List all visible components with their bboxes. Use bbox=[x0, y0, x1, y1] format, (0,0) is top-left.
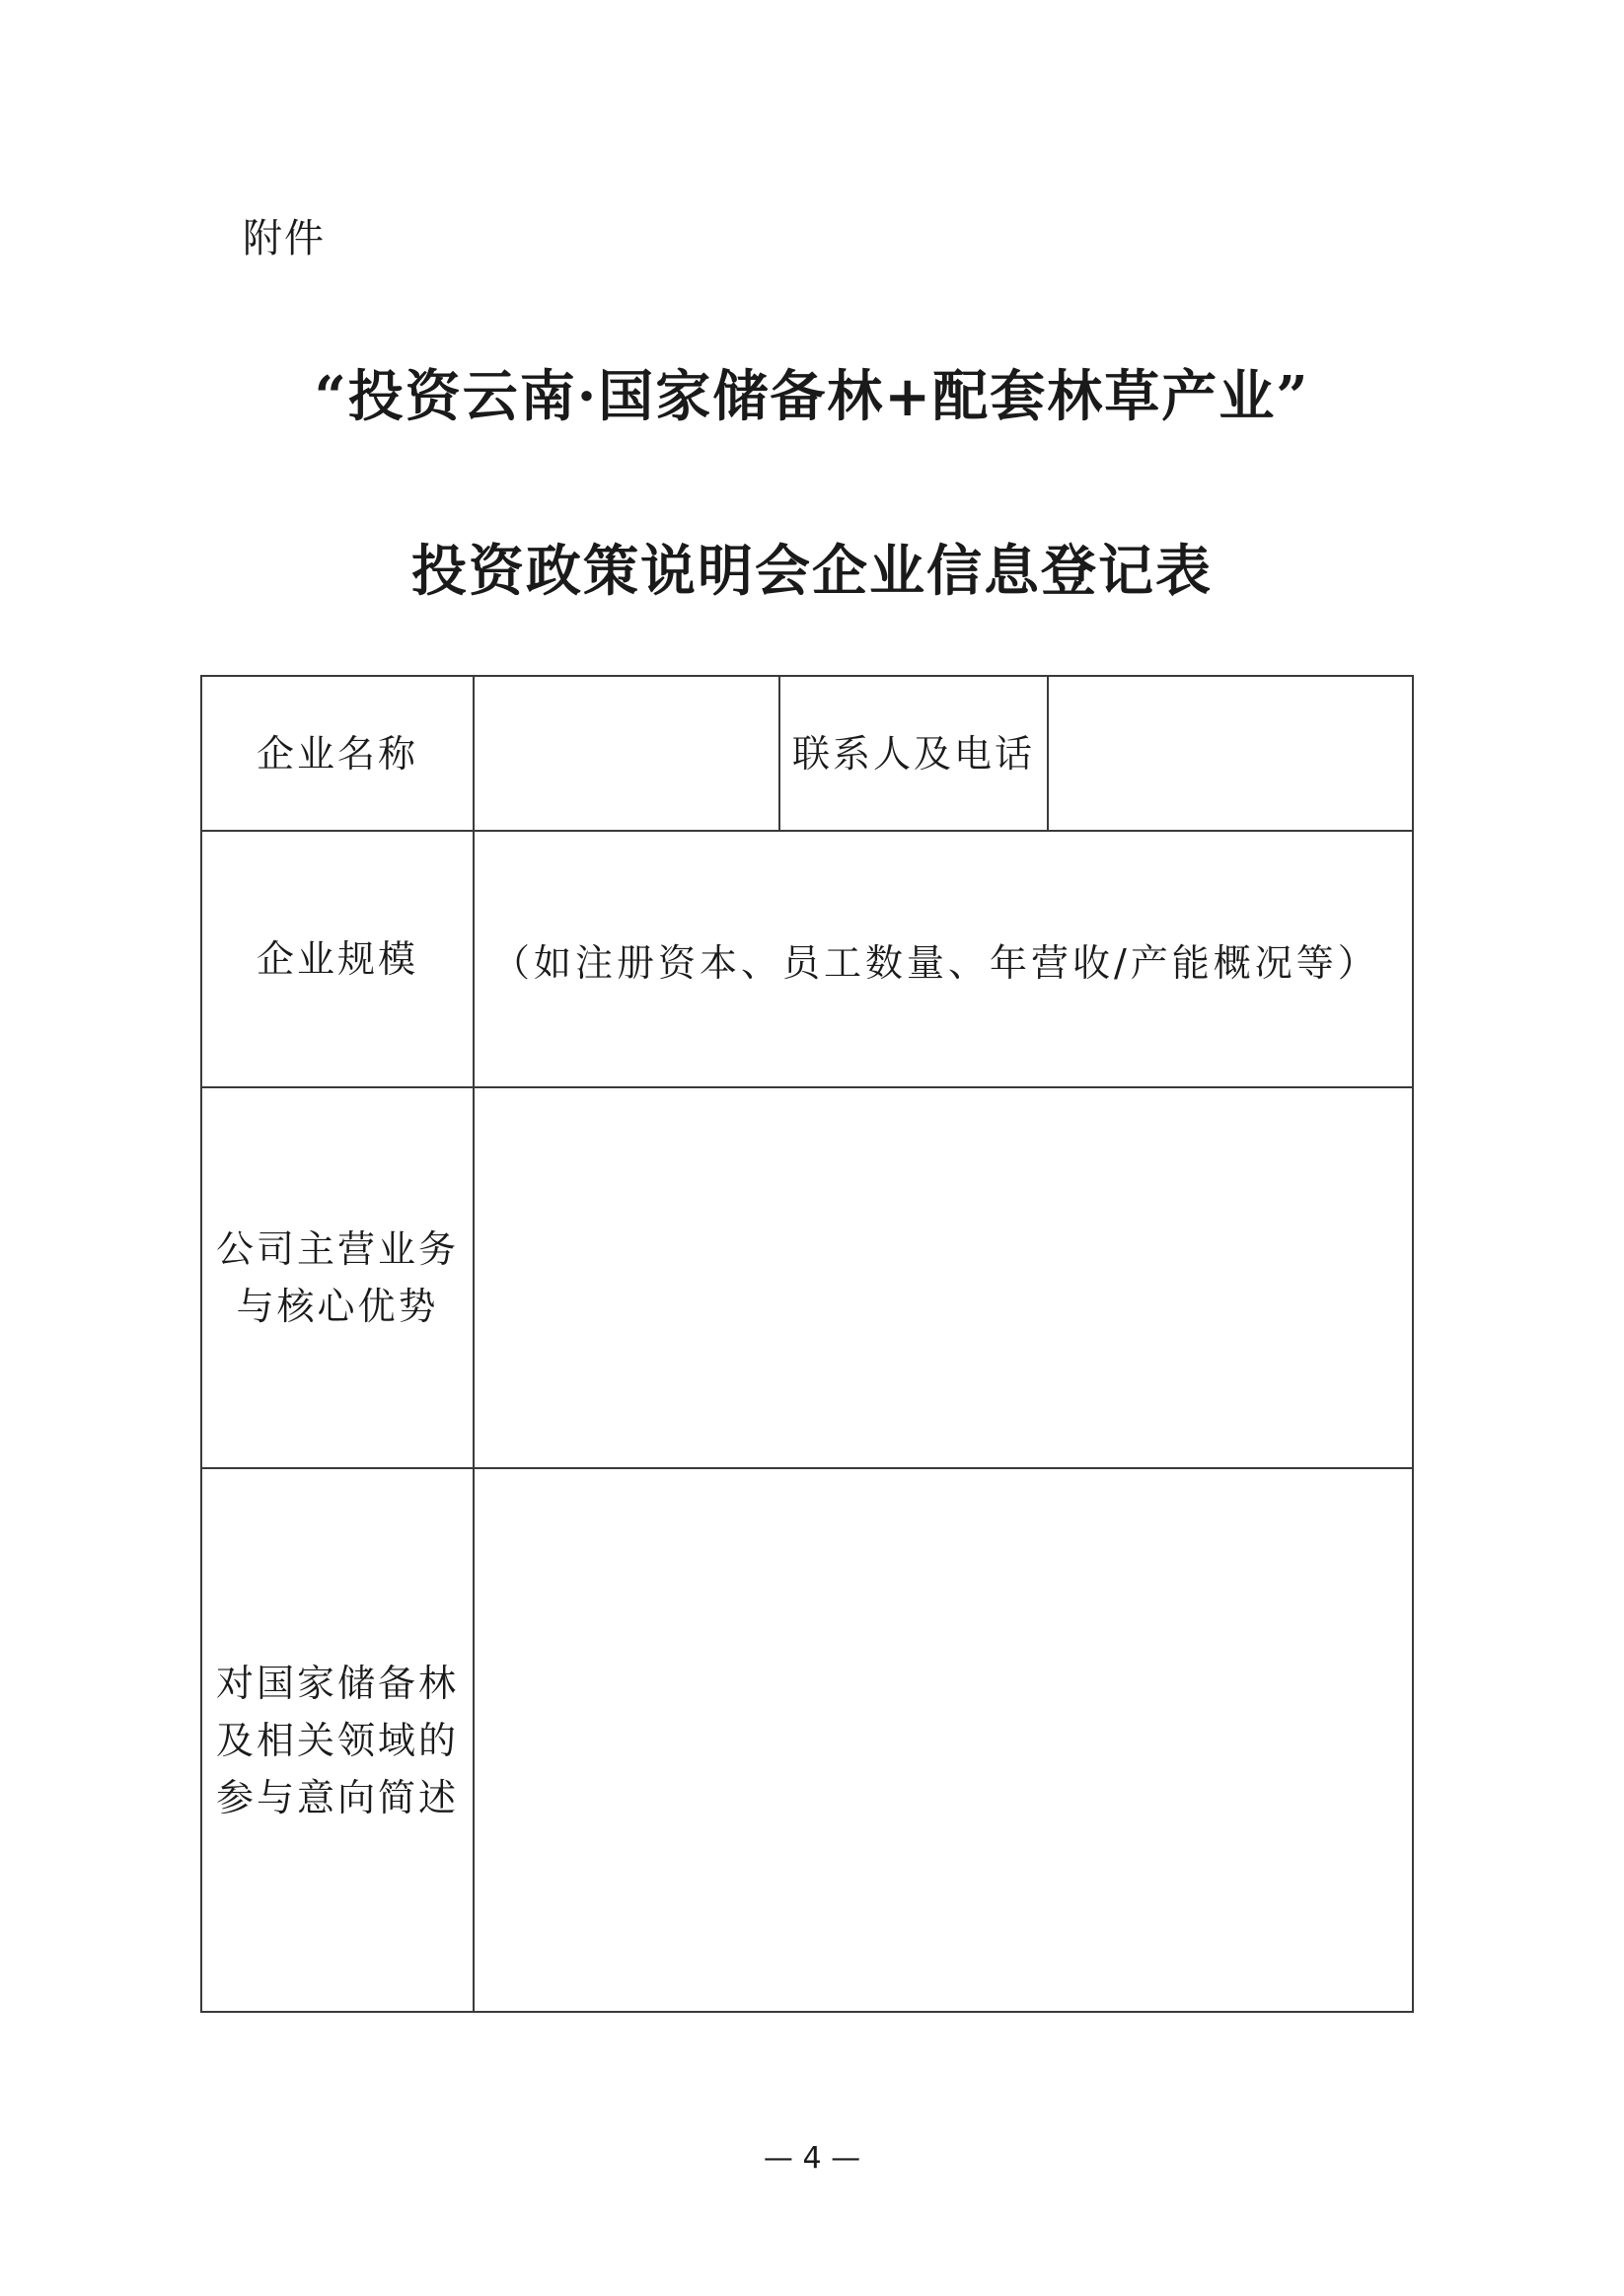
company-scale-label bbox=[201, 831, 474, 1087]
company-name-field[interactable] bbox=[474, 676, 779, 831]
table-row bbox=[201, 1468, 1413, 2012]
intent-label-line-1: 对国家储备林 bbox=[215, 1661, 459, 1705]
table-row bbox=[201, 1087, 1413, 1468]
company-scale-hint: （如注册资本、员工数量、年营收/产能概况等） bbox=[492, 940, 1379, 985]
contact-field[interactable] bbox=[1048, 676, 1413, 831]
page-number: — 4 — bbox=[763, 2141, 861, 2176]
contact-label bbox=[779, 676, 1048, 831]
registration-form-table bbox=[200, 675, 1414, 2013]
contact-label-text: 联系人及电话 bbox=[791, 731, 1035, 776]
intent-field[interactable] bbox=[474, 1468, 1413, 2012]
table-row bbox=[201, 676, 1413, 831]
intent-label bbox=[201, 1468, 474, 2012]
intent-label-line-2: 及相关领域的 bbox=[215, 1718, 459, 1762]
document-title-line-2: 投资政策说明会企业信息登记表 bbox=[411, 539, 1213, 604]
table-row bbox=[201, 831, 1413, 1087]
intent-label-line-3: 参与意向简述 bbox=[215, 1775, 459, 1819]
company-name-label bbox=[201, 676, 474, 831]
company-scale-field[interactable] bbox=[474, 831, 1413, 1087]
company-name-label-text: 企业名称 bbox=[256, 731, 418, 776]
business-label bbox=[201, 1087, 474, 1468]
attachment-label: 附件 bbox=[243, 216, 326, 261]
company-scale-label-text: 企业规模 bbox=[256, 937, 418, 981]
document-title-line-1: “投资云南·国家储备林+配套林草产业” bbox=[314, 364, 1310, 429]
business-field[interactable] bbox=[474, 1087, 1413, 1468]
business-label-line-2: 与核心优势 bbox=[236, 1285, 439, 1328]
business-label-line-1: 公司主营业务 bbox=[215, 1227, 459, 1271]
